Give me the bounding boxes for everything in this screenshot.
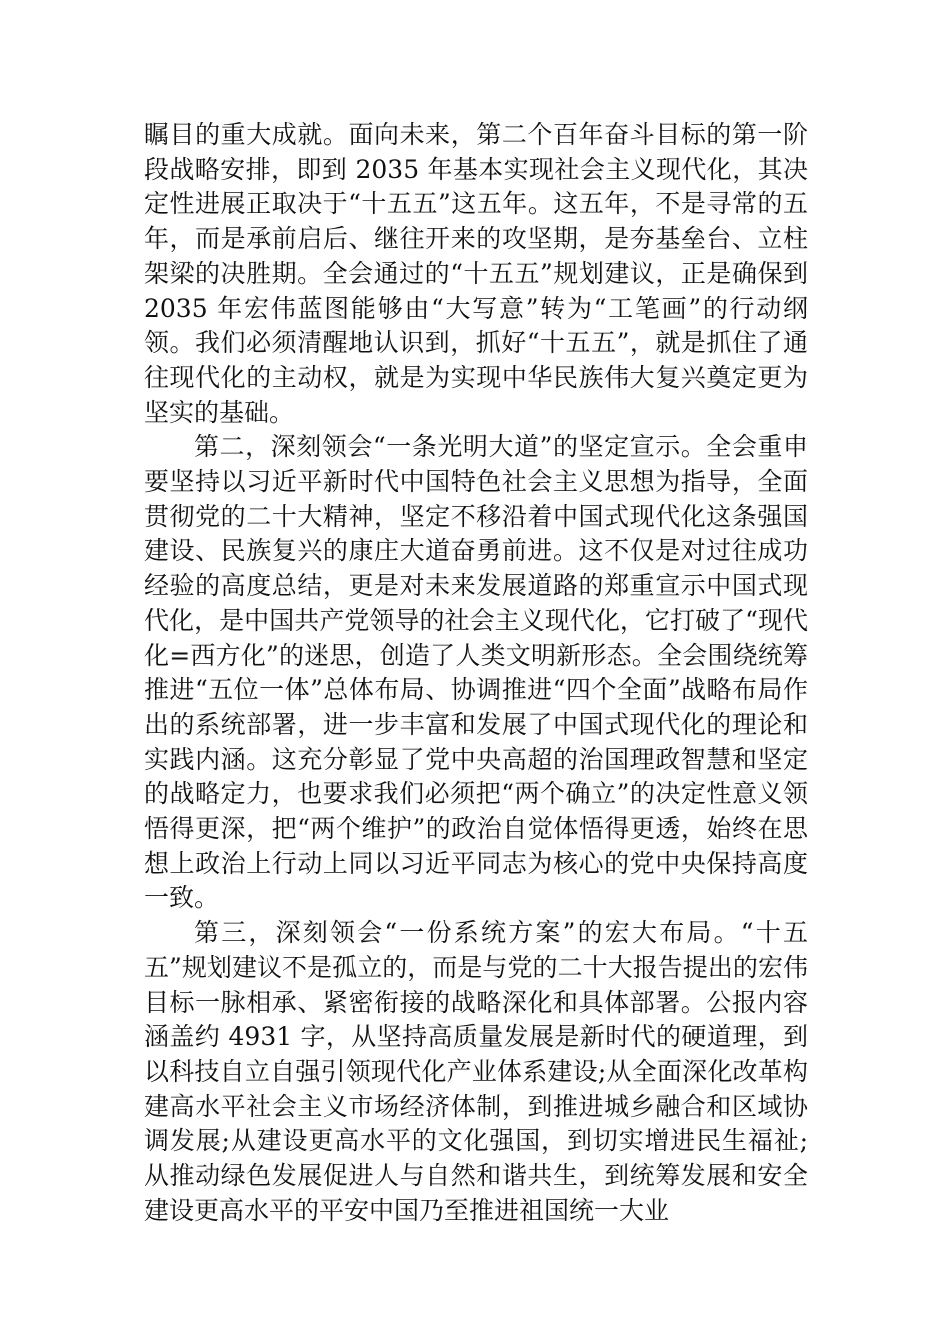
- document-body: [144, 118, 808, 1229]
- paragraph-continuation: 瞩目的重大成就。面向未来，第二个百年奋斗目标的第一阶段战略安排，即到 2035 年基本实现社会主义现代化，其决定性进展正取决于“十五五”这五年。这五年，不是寻常的五年，而是承前启后、继往开来的攻坚期，是夯基垒台、立柱架梁的决胜期。全会通过的“十五五”规划建议，正是确保到 2035 年宏伟蓝图能够由“大写意”转为“工笔画”的行动纲领。我们必须清醒地认识到，抓好“十五五”，就是抓住了通往现代化的主动权，就是为实现中华民族伟大复兴奠定更为坚实的基础。: [144, 120, 808, 427]
- paragraph-third-point: 第三，深刻领会“一份系统方案”的宏大布局。“十五五”规划建议不是孤立的，而是与党的二十大报告提出的宏伟目标一脉相承、紧密衔接的战略深化和具体部署。公报内容涵盖约 4931 字，从坚持高质量发展是新时代的硬道理，到以科技自立自强引领现代化产业体系建设;从全面深化改革构建高水平社会主义市场经济体制，到推进城乡融合和区域协调发展;从建设更高水平的文化强国，到切实增进民生福祉;从推动绿色发展促进人与自然和谐共生，到统筹发展和安全建设更高水平的平安中国乃至推进祖国统一大业: [144, 918, 808, 1225]
- paragraph-second-point: 第二，深刻领会“一条光明大道”的坚定宣示。全会重申要坚持以习近平新时代中国特色社会主义思想为指导，全面贯彻党的二十大精神，坚定不移沿着中国式现代化这条强国建设、民族复兴的康庄大道奋勇前进。这不仅是对过往成功经验的高度总结，更是对未来发展道路的郑重宣示中国式现代化，是中国共产党领导的社会主义现代化，它打破了“现代化=西方化”的迷思，创造了人类文明新形态。全会围绕统筹推进“五位一体”总体布局、协调推进“四个全面”战略布局作出的系统部署，进一步丰富和发展了中国式现代化的理论和实践内涵。这充分彰显了党中央高超的治国理政智慧和坚定的战略定力，也要求我们必须把“两个确立”的决定性意义领悟得更深，把“两个维护”的政治自觉体悟得更透，始终在思想上政治上行动上同以习近平同志为核心的党中央保持高度一致。: [144, 432, 808, 913]
